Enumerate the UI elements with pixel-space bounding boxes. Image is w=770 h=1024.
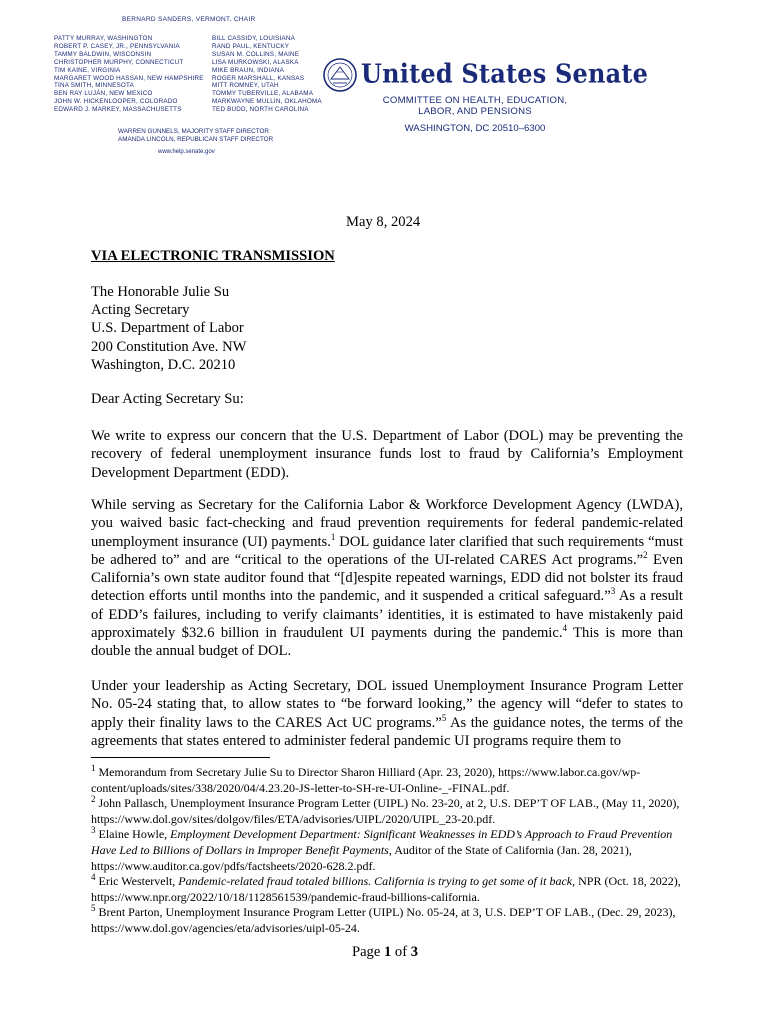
footnote-3 — [91, 827, 683, 874]
member-name: MIKE BRAUN, INDIANA — [212, 66, 285, 74]
footnote-text: Brent Parton, Unemployment Insurance Program Letter (UIPL) No. 05-24, at 3, U.S. DEP’T OF LAB., (Dec. 29, 2023), https://www.dol.gov/agencies/eta/advisories/uipl-05-24. — [91, 905, 676, 935]
footnote-ref[interactable]: 5 — [441, 712, 447, 723]
member-name: MARGARET WOOD HASSAN, NEW HAMPSHIRE — [54, 74, 204, 82]
footnote-ref[interactable]: 4 — [562, 623, 567, 634]
salutation: Dear Acting Secretary Su: — [91, 391, 244, 407]
member-name: TED BUDD, NORTH CAROLINA — [212, 106, 309, 114]
member-name: CHRISTOPHER MURPHY, CONNECTICUT — [54, 58, 184, 66]
address-line: The Honorable Julie Su — [91, 284, 230, 300]
member-name: JOHN W. HICKENLOOPER, COLORADO — [54, 98, 178, 106]
paragraph-text: Under your leadership as Acting Secretary, DOL issued Unemployment Insurance Program Letter No. 05-24 stating that, to allow states to “be forward looking,” the agency will “defer to states to apply their finality laws to the CARES Act UC programs.” — [91, 678, 683, 731]
page-middle: of — [391, 944, 411, 960]
paragraph-text: As the guidance notes, the terms of the agreements that states entered to administer federal pandemic UI programs require them to — [91, 714, 684, 749]
footnote-number: 3 — [91, 825, 96, 836]
member-name: TOMMY TUBERVILLE, ALABAMA — [212, 90, 314, 98]
footnote-text: Elaine Howle, — [95, 827, 171, 842]
current-page: 1 — [383, 944, 392, 960]
member-name: EDWARD J. MARKEY, MASSACHUSETTS — [54, 106, 182, 114]
footnote-number: 4 — [91, 872, 96, 883]
member-name: BILL CASSIDY, LOUISIANA — [212, 35, 295, 42]
recipient-address — [91, 283, 246, 374]
paragraph-2 — [91, 496, 683, 661]
footnote-number: 5 — [91, 903, 96, 914]
footnote-5 — [91, 905, 683, 936]
footnote-text: Eric Westervelt, — [95, 874, 179, 889]
member-name: ROGER MARSHALL, KANSAS — [212, 74, 305, 82]
address-line: Washington, D.C. 20210 — [91, 356, 236, 373]
footnote-text: , NPR (Oct. 18, 2022), https://www.npr.org/2022/10/18/1128561539/pandemic-fraud-billions-california. — [91, 874, 681, 904]
member-name: MARKWAYNE MULLIN, OKLAHOMA — [212, 98, 322, 106]
footnote-text: , Auditor of the State of California (Jan. 28, 2021), https://www.auditor.ca.gov/pdfs/factsheets/2020-628.2.pdf. — [91, 842, 632, 873]
paragraph-text: As a result of EDD’s failures, including to verify claimants’ identities, it is estimated to have mistakenly paid approximately $32.6 billion in fraudulent UI payments during the pandemic. — [91, 588, 683, 642]
page-prefix: Page — [351, 944, 384, 960]
paragraph-text: While serving as Secretary for the California Labor & Workforce Development Agency (LWDA), you waived basic fact-checking and fraud prevention requirements for federal pandemic-related unemployment insurance (UI) payments. — [91, 497, 683, 550]
address-line: U.S. Department of Labor — [91, 320, 244, 337]
footnote-number: 2 — [91, 794, 96, 805]
member-name: TAMMY BALDWIN, WISCONSIN — [54, 50, 152, 58]
member-name: TIM KAINE, VIRGINIA — [54, 66, 121, 74]
footnote-title: Pandemic-related fraud totaled billions. California is trying to get some of it back — [178, 874, 573, 889]
transmission-heading: VIA ELECTRONIC TRANSMISSION — [91, 248, 335, 264]
address-line: 200 Constitution Ave. NW — [91, 338, 247, 355]
footnotes — [91, 765, 683, 937]
address-line: Acting Secretary — [91, 302, 190, 319]
member-name: LISA MURKOWSKI, ALASKA — [212, 58, 299, 66]
united-states-senate-title: United States Senate — [361, 57, 649, 89]
footnote-text: Memorandum from Secretary Julie Su to Director Sharon Hilliard (Apr. 23, 2020), https://www.labor.ca.gov/wp-content/uploads/sites/338/2020/04/4.23.20-JS-letter-to-SH-re-UI-Online-_-FINAL.pdf. — [91, 765, 641, 795]
committee-name — [375, 95, 575, 117]
member-name: SUSAN M. COLLINS, MAINE — [212, 50, 300, 58]
member-name: PATTY MURRAY, WASHINGTON — [54, 35, 153, 42]
paragraph-text: DOL guidance later clarified that such requirements “must be adhered to” and are “critical to the operations of the UI-related CARES Act programs.” — [91, 533, 683, 568]
paragraph-text: This is more than double the annual budget of DOL. — [91, 625, 683, 660]
footnote-ref[interactable]: 1 — [330, 531, 336, 542]
footnote-4 — [91, 874, 683, 905]
committee-line: COMMITTEE ON HEALTH, EDUCATION, — [382, 95, 568, 106]
paragraph-1: We write to express our concern that the U.S. Department of Labor (DOL) may be preventing the recovery of federal unemployment insurance funds lost to fraud by California’s Employment Development Department (EDD). — [91, 428, 683, 481]
staff-director: WARREN GUNNELS, MAJORITY STAFF DIRECTOR — [118, 128, 269, 135]
footnote-ref[interactable]: 2 — [643, 550, 648, 561]
footnote-number: 1 — [91, 763, 96, 773]
committee-chair: BERNARD SANDERS, VERMONT, CHAIR — [122, 16, 256, 23]
committee-address: WASHINGTON, DC 20510–6300 — [404, 123, 546, 134]
footnote-2 — [91, 796, 683, 827]
member-name: TINA SMITH, MINNESOTA — [54, 82, 134, 90]
footnote-divider — [91, 757, 270, 758]
paragraph-3 — [91, 677, 683, 750]
letter-date: May 8, 2024 — [346, 214, 421, 230]
committee-website: www.help.senate.gov — [158, 149, 215, 155]
footnote-ref[interactable]: 3 — [610, 586, 616, 597]
committee-line: LABOR, AND PENSIONS — [418, 106, 532, 117]
staff-director: AMANDA LINCOLN, REPUBLICAN STAFF DIRECTOR — [118, 136, 274, 143]
footnote-text: John Pallasch, Unemployment Insurance Program Letter (UIPL) No. 23-20, at 2, U.S. DEP’T OF LAB., (May 11, 2020), https://www.dol.gov/sites/dolgov/files/ETA/advisories/UIPL/2020/UIPL_23-20.pdf. — [91, 796, 680, 826]
member-name: BEN RAY LUJÁN, NEW MEXICO — [54, 90, 153, 98]
paragraph-text: Even California’s own state auditor found that “[d]espite repeated warnings, EDD did not bolster its fraud detection efforts until months into the pandemic, and it suspended a critical safeguard.” — [91, 551, 683, 605]
total-pages: 3 — [410, 944, 419, 960]
footnote-1 — [91, 765, 683, 796]
footnote-title: Employment Development Department: Significant Weaknesses in EDD’s Approach to Fraud Prevention Have Led to Billions of Dollars in Improper Benefit Payments — [91, 827, 673, 857]
page-number — [0, 944, 770, 961]
member-name: ROBERT P. CASEY, JR., PENNSYLVANIA — [54, 42, 180, 50]
member-name: RAND PAUL, KENTUCKY — [212, 42, 290, 50]
member-name: MITT ROMNEY, UTAH — [212, 82, 279, 90]
